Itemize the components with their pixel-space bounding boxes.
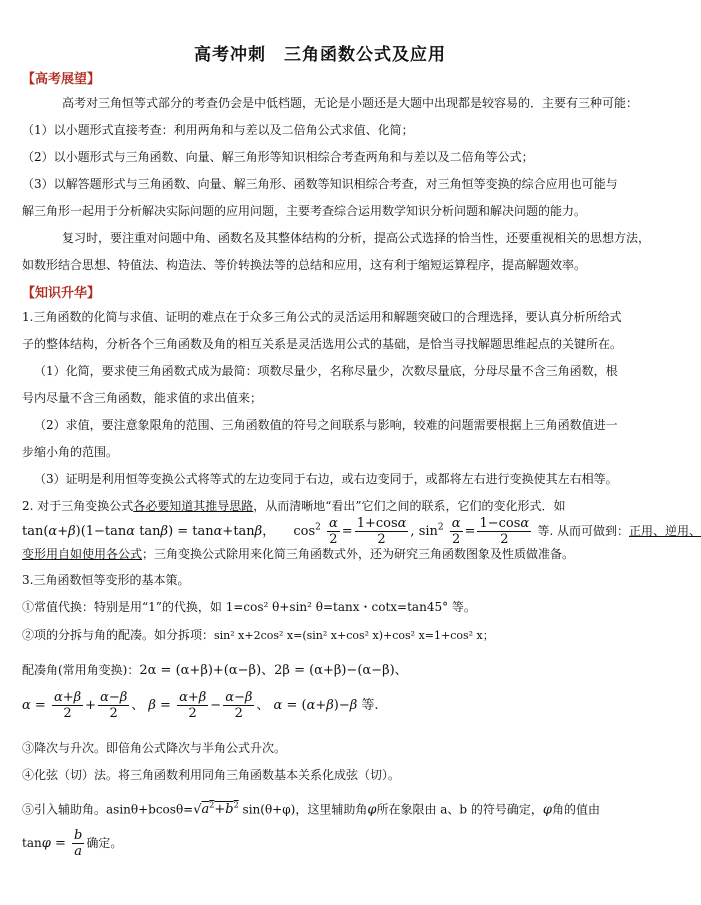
strategy-2-formula: sin² x+2cos² x=(sin² x+cos² x)+cos² x=1+cos² x； xyxy=(214,629,494,642)
knowledge-2-text-cont: ，从而清晰地“看出”它们之间的联系，它们的变化形式．如 xyxy=(253,499,566,513)
knowledge-1-evaluate-cont: 步缩小角的范围。 xyxy=(22,445,119,459)
formula-tan-sum: tan(α+β)(1−tanα tanβ) = tanα+tanβ， xyxy=(22,524,276,539)
review-paragraph-cont: 如数形结合思想、特值法、构造法、等价转换法等的总结和应用，这有利于缩短运算程序，提高解题效率。 xyxy=(22,258,587,272)
outlook-item-2: （2）以小题形式与三角函数、向量、解三角形等知识相综合考查两角和与差以及二倍角等公式； xyxy=(22,150,534,164)
page-title: 高考冲刺 三角函数公式及应用 xyxy=(194,45,446,65)
strategy-5-cont: tanφ = $\frac{b}{a}$ 确定。 xyxy=(22,828,123,859)
angle-fraction-formulas: α = $\frac{\alpha+\beta}{2}$ + $\frac{\alpha-\beta}{2}$ 、 β = $\frac{\alpha+\beta}{2}$ − $\frac{\alpha-\beta}{2}$ 、 α = (α+β)−β 等. xyxy=(22,690,379,721)
angle-formula-end: 、 xyxy=(394,663,408,678)
knowledge-1-prove: （3）证明是利用恒等变换公式将等式的左边变同于右边，或右边变同于，或都将左右进行变换使其左右相等。 xyxy=(34,472,618,486)
angle-formula-2beta: 2β = (α+β)−(α−β) xyxy=(274,663,395,678)
section-heading-knowledge: 【知识升华】 xyxy=(22,286,101,301)
knowledge-2-cont-underlined: 变形用自如使用各公式 xyxy=(22,547,143,561)
tan-label: tan xyxy=(22,836,42,850)
formula-cos-half: $\cos^2$ $\frac{\alpha}{2}$ = $\frac{1+\cos\alpha}{2}$ , xyxy=(293,516,415,547)
strategy-5-post: 所在象限由 a、b 的符号确定， xyxy=(376,802,543,817)
strategy-2-angles xyxy=(22,657,622,684)
knowledge-1-simplify-cont: 号内尽量不含三角函数，能求值的求出值来； xyxy=(22,391,263,405)
formula-row-tail: 等. 从而可做到： xyxy=(537,524,629,538)
outlook-item-3-cont: 解三角形一起用于分析解决实际问题的应用问题，主要考查综合运用数学知识分析问题和解决问题的能力。 xyxy=(22,204,587,218)
knowledge-1-simplify: （1）化简，要求使三角函数式成为最简：项数尽量少，名称尽量少，次数尽量底，分母尽量不含三角函数，根 xyxy=(34,364,618,378)
strategy-2-angles-label: 配凑角(常用角变换)： xyxy=(22,663,140,677)
knowledge-1-evaluate: （2）求值，要注意象限角的范围、三角函数值的符号之间联系与影响，较难的问题需要根据上三角函数值进一 xyxy=(34,418,618,432)
outlook-intro: 高考对三角恒等式部分的考查仍会是中低档题，无论是小题还是大题中出现都是较容易的．主要有三种可能： xyxy=(62,96,639,110)
knowledge-2-text: 2. 对于三角变换公式 xyxy=(22,499,134,513)
strategy-1: ①常值代换：特别是用“1”的代换，如 1=cos² θ+sin² θ=tanx・cotx=tan45° 等。 xyxy=(22,600,476,614)
angle-formula-sep: 、 xyxy=(261,663,275,678)
knowledge-1: 1.三角函数的化简与求值、证明的难点在于众多三角公式的灵活运用和解题突破口的合理选择，要认真分析所给式 xyxy=(22,310,622,324)
formula-sin-half: $\sin^2$ $\frac{\alpha}{2}$ = $\frac{1-\cos\alpha}{2}$ xyxy=(418,516,530,547)
outlook-item-1: （1）以小题形式直接考查：利用两角和与差以及二倍角公式求值、化简； xyxy=(22,123,414,137)
knowledge-2-cont xyxy=(22,541,622,568)
angle-formula-2alpha: 2α = (α+β)+(α−β) xyxy=(139,663,262,678)
strategy-2-label: ②项的分拆与角的配凑。如分拆项： xyxy=(22,628,215,642)
strategy-4: ④化弦（切）法。将三角函数利用同角三角函数基本关系化成弦（切）。 xyxy=(22,768,401,782)
strategy-5: ⑤引入辅助角。$asin\theta+bcos\theta=√a^2+b^2$ sin(θ+φ)，这里辅助角φ所在象限由 a、b 的符号确定，φ角的值由 xyxy=(22,801,601,818)
review-paragraph: 复习时，要注重对问题中角、函数名及其整体结构的分析，提高公式选择的恰当性，还要重视相关的思想方法， xyxy=(62,231,651,245)
section-heading-outlook: 【高考展望】 xyxy=(22,72,101,87)
strategy-3: ③降次与升次。即倍角公式降次与半角公式升次。 xyxy=(22,741,287,755)
knowledge-1-cont: 子的整体结构，分析各个三角函数及角的相互关系是灵活选用公式的基础，是恰当寻找解题思维起点的关键所在。 xyxy=(22,337,623,351)
strategy-5-end: 角的值由 xyxy=(552,802,601,817)
knowledge-2-cont-text: ；三角变换公式除用来化简三角函数式外，还为研究三角函数图象及性质做准备。 xyxy=(142,547,575,561)
strategy-5-cont-text: 确定。 xyxy=(86,836,123,850)
strategy-5-label: ⑤引入辅助角。asinθ+bcosθ= xyxy=(22,802,194,817)
knowledge-3: 3.三角函数恒等变形的基本策。 xyxy=(22,573,190,587)
outlook-item-3: （3）以解答题形式与三角函数、向量、解三角形、函数等知识相综合考查，对三角恒等变换的综合应用也可能与 xyxy=(22,177,618,191)
strategy-2 xyxy=(22,622,622,649)
strategy-5-mid: sin(θ+φ)，这里辅助角 xyxy=(242,802,368,817)
knowledge-2-underlined: 各必要知道其推导思路 xyxy=(133,499,254,513)
formula-row-underlined: 正用、逆用、 xyxy=(628,524,701,538)
sqrt-formula: $√a^2+b^2$ xyxy=(193,801,239,818)
